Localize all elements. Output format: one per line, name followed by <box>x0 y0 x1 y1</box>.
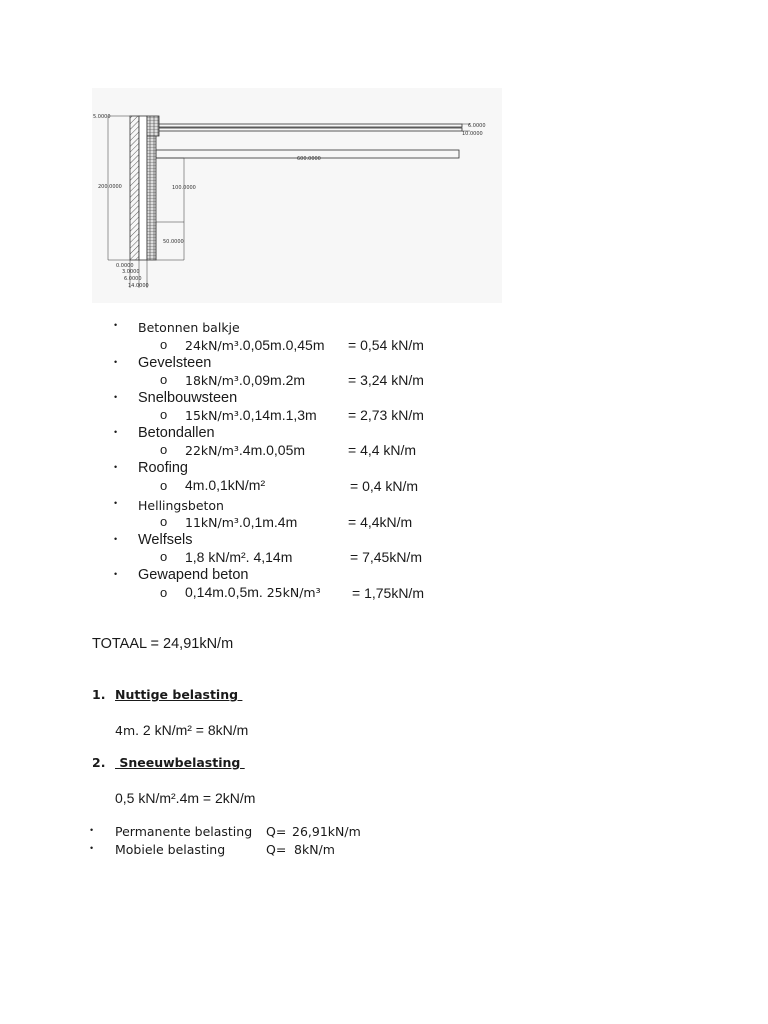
summary-value: 26,91kN/m <box>292 824 361 839</box>
list-item-label: Gevelsteen <box>138 355 212 371</box>
block-wall <box>139 116 147 260</box>
dim-bottom-d: 14.0000 <box>128 283 149 289</box>
roof-layer <box>156 128 462 131</box>
calc-formula: 4m.0,1kN/m² <box>185 477 266 493</box>
bullet: • <box>90 825 94 835</box>
bullet: • <box>114 357 118 367</box>
list-item-label: Betondallen <box>138 425 215 441</box>
summary-q: Q= <box>266 842 287 857</box>
sub-bullet: o <box>160 549 168 564</box>
bullet: • <box>114 498 118 508</box>
calc-result: = 2,73 kN/m <box>348 407 424 423</box>
dim-height-left: 200.0000 <box>98 184 122 190</box>
calc-formula: 0,14m.0,5m. 25kN/m³ <box>185 584 321 600</box>
dim-height-inner: 100.0000 <box>172 185 196 191</box>
calc-result: = 7,45kN/m <box>350 549 422 565</box>
list-item-label: Betonnen balkje <box>138 320 240 335</box>
section-heading: Sneeuwbelasting <box>115 755 245 770</box>
list-item-label: Hellingsbeton <box>138 498 224 513</box>
dim-bottom-inner: 50.0000 <box>163 239 184 245</box>
inner-wall <box>147 136 156 260</box>
summary-value: 8kN/m <box>294 842 335 857</box>
section-number: 1. <box>92 687 106 702</box>
calc-formula: 18kN/m³.0,09m.2m <box>185 372 306 388</box>
bullet: • <box>90 843 94 853</box>
sub-bullet: o <box>160 478 168 493</box>
section-formula: 0,5 kN/m².4m = 2kN/m <box>115 790 256 806</box>
calc-formula: 11kN/m³.0,1m.4m <box>185 514 298 530</box>
section-formula: 4m. 2 kN/m² = 8kN/m <box>115 722 249 738</box>
bullet: • <box>114 320 118 330</box>
calc-result: = 0,4 kN/m <box>350 478 419 494</box>
bullet: • <box>114 569 118 579</box>
calc-result: = 4,4 kN/m <box>348 442 417 458</box>
roof-slab <box>156 124 462 127</box>
sub-bullet: o <box>160 585 168 600</box>
section-drawing <box>92 88 502 303</box>
section-drawing-svg <box>92 88 502 303</box>
calc-result: = 4,4kN/m <box>348 514 413 530</box>
calc-formula: 24kN/m³.0,05m.0,45m <box>185 337 325 353</box>
sub-bullet: o <box>160 337 168 352</box>
sub-bullet: o <box>160 372 168 387</box>
sub-bullet: o <box>160 407 168 422</box>
dim-right-top-b: 10.0000 <box>462 131 483 137</box>
dim-bottom-b: 3.0000 <box>122 269 140 275</box>
dim-slab-length: 600.0000 <box>297 156 321 162</box>
calc-result: = 3,24 kN/m <box>348 372 424 388</box>
dim-bottom-c: 6.0000 <box>124 276 142 282</box>
facade-wall <box>130 116 139 260</box>
sub-bullet: o <box>160 514 168 529</box>
list-item-label: Gewapend beton <box>138 567 249 583</box>
list-item-label: Snelbouwsteen <box>138 390 238 406</box>
calc-formula: 1,8 kN/m². 4,14m <box>185 549 293 565</box>
dim-top-left: 5.0000 <box>93 114 111 120</box>
summary-label: Permanente belasting <box>115 824 253 839</box>
beam <box>147 116 159 136</box>
calc-formula: 15kN/m³.0,14m.1,3m <box>185 407 317 423</box>
sub-bullet: o <box>160 442 168 457</box>
bullet: • <box>114 392 118 402</box>
bullet: • <box>114 427 118 437</box>
bullet: • <box>114 534 118 544</box>
section-heading: Nuttige belasting <box>115 687 243 702</box>
list-item-label: Welfsels <box>138 532 193 548</box>
bullet: • <box>114 462 118 472</box>
calc-result: = 0,54 kN/m <box>348 337 424 353</box>
dim-bottom-a: 0.0000 <box>116 263 134 269</box>
summary-q: Q= <box>266 824 287 839</box>
dim-right-top-a: 6.0000 <box>468 123 486 129</box>
section-number: 2. <box>92 755 106 770</box>
calc-result: = 1,75kN/m <box>352 585 424 601</box>
list-item-label: Roofing <box>138 460 188 476</box>
summary-label: Mobiele belasting <box>115 842 226 857</box>
total-line: TOTAAL = 24,91kN/m <box>92 636 234 652</box>
calc-formula: 22kN/m³.4m.0,05m <box>185 442 306 458</box>
